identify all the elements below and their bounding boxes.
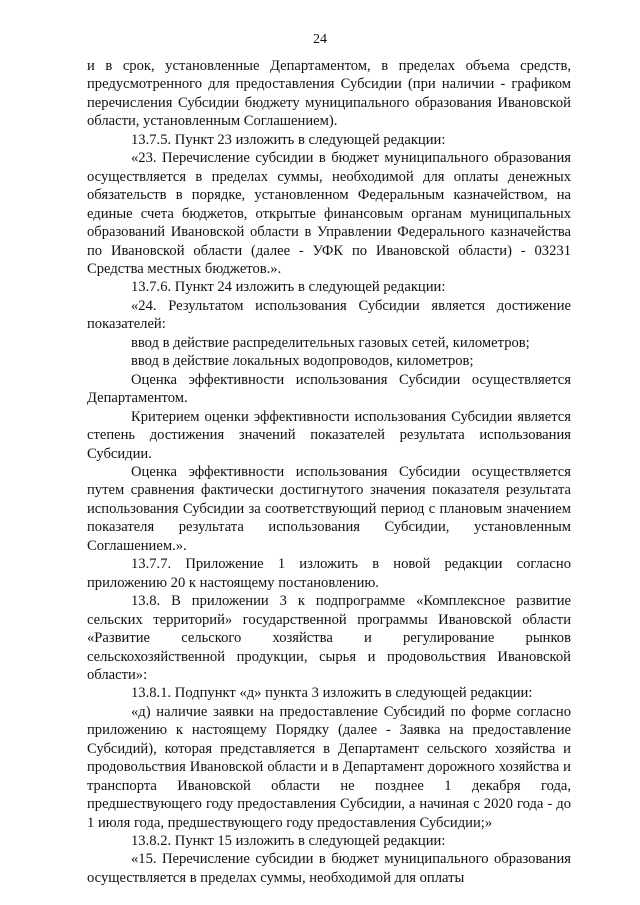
page-number: 24 <box>313 32 327 47</box>
paragraph: 13.8.2. Пункт 15 изложить в следующей редакции: <box>131 833 446 850</box>
paragraph: ввод в действие локальных водопроводов, километров; <box>131 353 474 370</box>
paragraph: «24. Результатом использования Субсидии является достижение показателей: <box>87 297 571 333</box>
paragraph: «15. Перечисление субсидии в бюджет муниципального образования осуществляется в пределах суммы, необходимой для оплаты <box>87 851 571 886</box>
paragraph: 13.7.5. Пункт 23 изложить в следующей редакции: <box>131 131 446 148</box>
paragraph: 13.7.6. Пункт 24 изложить в следующей редакции: <box>131 279 446 296</box>
paragraph: ввод в действие распределительных газовых сетей, километров; <box>131 334 530 351</box>
paragraph: 13.7.7. Приложение 1 изложить в новой редакции согласно приложению 20 к настоящему постановлению. <box>87 556 571 591</box>
paragraph: и в срок, установленные Департаментом, в пределах объема средств, предусмотренного для предоставления Субсидии (при наличии - графиком перечисления Субсидии бюджету муниципального образования Ивановской области, установленным Соглашением). <box>87 58 571 130</box>
paragraph: «23. Перечисление субсидии в бюджет муниципального образования осуществляется в пределах суммы, необходимой для оплаты денежных обязательств в порядке, установленном Федеральным казначейством, на единые счета бюджетов, открытые финансовым органам муниципальных образований Ивановской области в Управлении Федерального казначейства по Ивановской области (далее - УФК по Ивановской области) - 03231 Средства местных бюджетов.». <box>87 150 571 277</box>
paragraph: Критерием оценки эффективности использования Субсидии является степень достижения значений показателей результата использования Субсидии. <box>87 408 571 462</box>
paragraph: Оценка эффективности использования Субсидии осуществляется путем сравнения фактически достигнутого значения показателя результата использования Субсидии за соответствующий период с плановым значением показателя результата использования Субсидии, установленным Соглашением.». <box>87 463 571 554</box>
document-body <box>87 57 571 887</box>
paragraph: 13.8. В приложении 3 к подпрограмме «Комплексное развитие сельских территорий» государственной программы Ивановской области «Развитие сельского хозяйства и регулирование рынков сельскохозяйственной продукции, сырья и продовольствия Ивановской области»: <box>87 593 571 683</box>
paragraph: Оценка эффективности использования Субсидии осуществляется Департаментом. <box>87 371 571 407</box>
paragraph: 13.8.1. Подпункт «д» пункта 3 изложить в следующей редакции: <box>131 685 533 702</box>
paragraph: «д) наличие заявки на предоставление Субсидий по форме согласно приложению к настоящему Порядку (далее - Заявка на предоставление Субсидий), которая представляется в Департамент сельского хозяйства и продовольствия Ивановской области и в Департамент дорожного хозяйства и транспорта Ивановской области не позднее 1 декабря года, предшествующего году предоставления Субсидии, а начиная с 2020 года - до 1 июля года, предшествующего году предоставления Субсидии;» <box>87 703 571 831</box>
